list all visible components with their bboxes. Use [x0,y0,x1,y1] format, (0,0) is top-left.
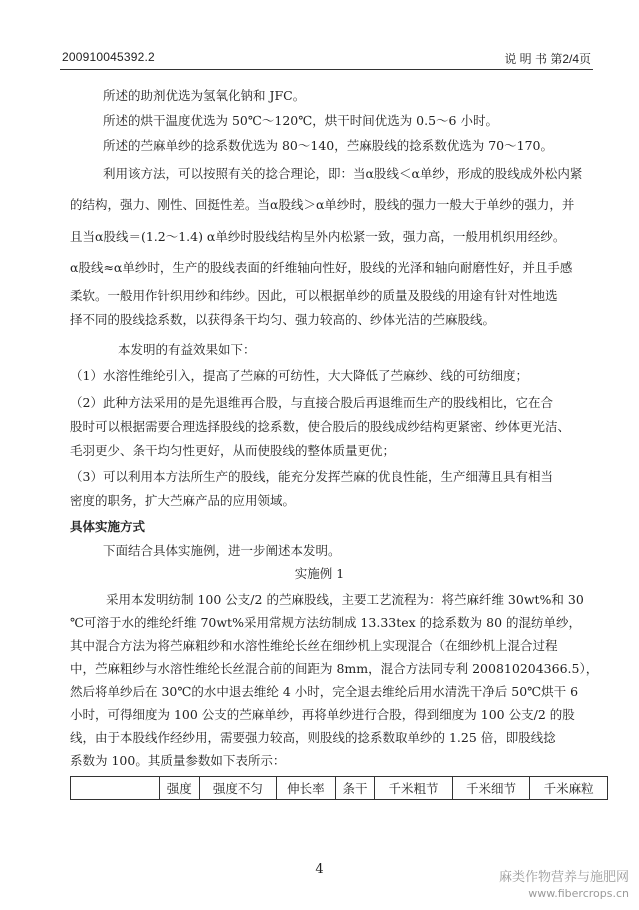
table-header-cell: 条干 [335,777,375,800]
header-page-info: 说 明 书 第2/4页 [504,52,591,66]
text-line: 柔软。一般用作针织用纱和纬纱。因此，可以根据单纱的质量及股线的用途有针对性地选 [70,288,558,303]
text-line: （1）水溶性维纶引入，提高了苎麻的可纺性，大大降低了苎麻纱、线的可纺细度； [70,368,528,383]
example-heading: 实施例 1 [294,566,345,581]
text-line: 线，由于本股线作经纱用，需要强力较高，则股线的捻系数取单纱的 1.25 倍，即股线捻 [70,730,556,745]
text-line: ℃可溶于水的维纶纤维 70wt%采用常规方法纺制成 13.33tex 的捻系数为 80 的混纺单纱， [70,615,582,630]
document-number: 200910045392.2 [62,50,155,64]
table-header-row [71,777,608,800]
text-line: 采用本发明纺制 100 公支/2 的苎麻股线，主要工艺流程为：将苎麻纤维 30wt%和 30 [106,592,584,607]
text-line: 利用该方法，可以按照有关的捻合理论，即：当α股线＜α单纱，形成的股线成外松内紧 [103,166,583,181]
text-line: 中，苎麻粗纱与水溶性维纶长丝混合前的间距为 8mm，混合方法同专利 200810204366.5）， [70,661,599,676]
table-header-cell: 千米麻粒 [530,777,608,800]
text-line: 其中混合方法为将苎麻粗纱和水溶性维纶长丝在细纱机上实现混合（在细纱机上混合过程 [70,638,558,653]
text-line: 的结构，强力、刚性、回挺性差。当α股线＞α单纱时，股线的强力一般大于单纱的强力，并 [70,197,575,212]
text-line: 所述的助剂优选为氢氧化钠和 JFC。 [103,88,306,103]
section-heading: 具体实施方式 [70,519,146,534]
page-header [62,50,591,66]
watermark-title: 麻类作物营养与施肥网 [498,870,629,885]
text-line: 本发明的有益效果如下： [118,342,256,357]
text-line: 择不同的股线捻系数，以获得条干均匀、强力较高的、纱体光洁的苎麻股线。 [70,312,496,327]
text-line: 下面结合具体实施例，进一步阐述本发明。 [103,543,341,558]
table-header-cell: 千米细节 [452,777,530,800]
text-line: 毛羽更少、条干均匀性更好，从而使股线的整体质量更优； [70,443,396,458]
text-line: （2）此种方法采用的是先退维再合股，与直接合股后再退维而生产的股线相比，它在合 [70,395,553,410]
text-line: α股线≈α单纱时，生产的股线表面的纤维轴向性好，股线的光泽和轴向耐磨性好，并且手感 [70,260,573,275]
text-line: 所述的烘干温度优选为 50℃～120℃，烘干时间优选为 0.5～6 小时。 [103,113,498,128]
table-header-cell: 千米粗节 [375,777,453,800]
header-rule [60,69,593,70]
text-line: 然后将单纱后在 30℃的水中退去维纶 4 小时，完全退去维纶后用水清洗干净后 50℃烘干 6 [70,684,579,699]
watermark-url: www.fibercrops.cn [528,887,629,900]
table-header-cell: 强度 [160,777,200,800]
text-line: 小时，可得细度为 100 公支的苎麻单纱，再将单纱进行合股，得到细度为 100 公支/2 的股 [70,707,575,722]
text-line: 且当α股线＝(1.2～1.4) α单纱时股线结构呈外内松紧一致，强力高，一般用机织用经纱。 [70,229,566,244]
site-watermark [499,870,629,902]
text-line: 股时可以根据需要合理选择股线的捻系数，使合股后的股线成纱结构更紧密、纱体更光洁、 [70,419,571,434]
table-header-cell [71,777,160,800]
quality-parameter-table [70,776,608,800]
text-line: 系数为 100。其质量参数如下表所示： [70,753,286,768]
table-header-cell: 强度不匀 [199,777,277,800]
text-line: 密度的职务，扩大苎麻产品的应用领域。 [70,493,296,508]
page-number: 4 [315,862,324,877]
table-header-cell: 伸长率 [277,777,336,800]
text-line: 所述的苎麻单纱的捻系数优选为 80～140，苎麻股线的捻系数优选为 70～170。 [103,138,553,153]
text-line: （3）可以利用本方法所生产的股线，能充分发挥苎麻的优良性能，生产细薄且具有相当 [70,469,553,484]
